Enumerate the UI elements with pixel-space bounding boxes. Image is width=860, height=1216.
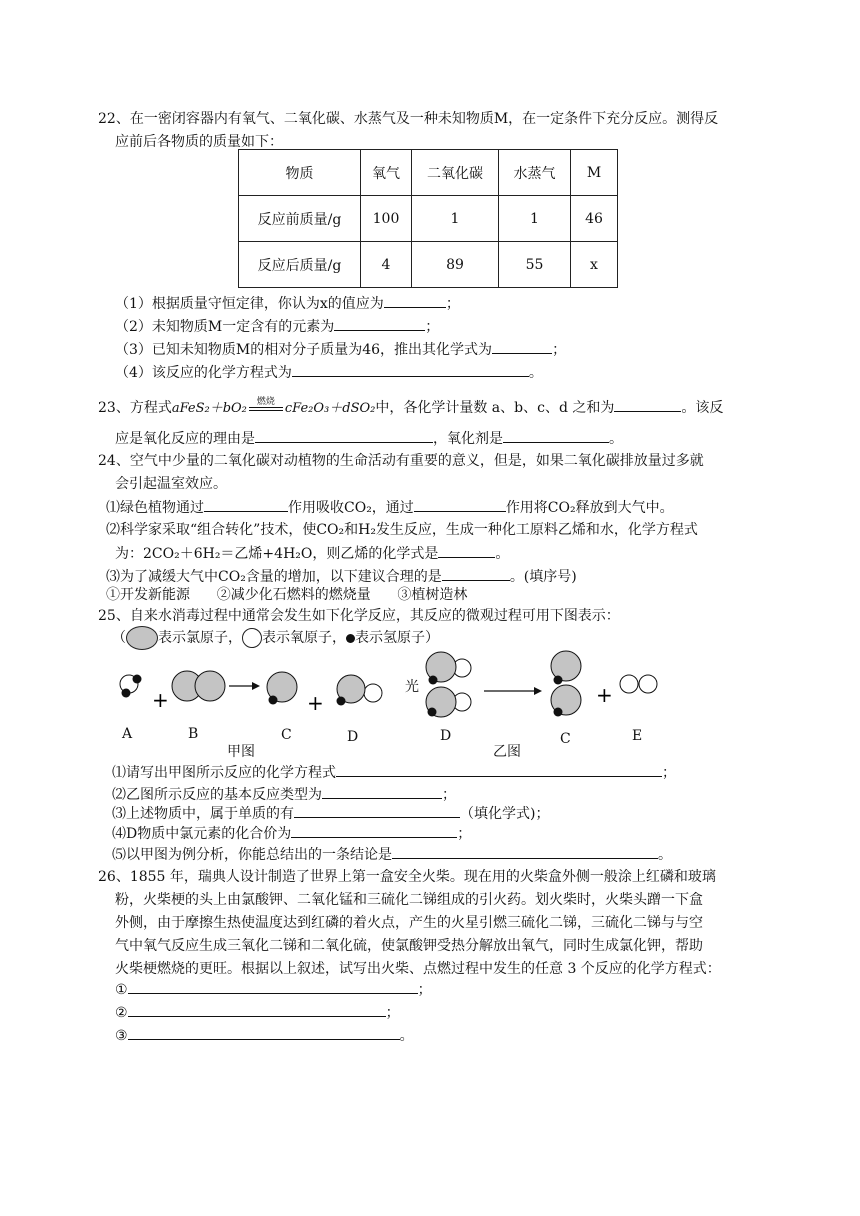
answer-blank[interactable] <box>438 543 495 558</box>
q22-sub3 <box>115 339 566 360</box>
punct: ； <box>552 342 567 358</box>
q22-sub2 <box>115 316 439 337</box>
answer-number: ③ <box>115 1028 128 1044</box>
q22-line1: 22、在一密闭容器内有氧气、二氧化碳、水蒸气及一种未知物质M，在一定条件下充分反应。测得反 <box>98 111 719 127</box>
q24-line2: 会引起温室效应。 <box>115 476 227 492</box>
q22-sub1 <box>115 293 460 314</box>
q23-line2a: 应是氧化反应的理由是 <box>115 431 255 447</box>
q23-mid: 中，各化学计量数 a、b、c、d 之和为 <box>375 400 615 416</box>
q23-line2b: ，氧化剂是 <box>433 431 503 447</box>
q25-s5 <box>112 844 672 865</box>
plus-sign: + <box>307 691 324 715</box>
answer-blank[interactable] <box>392 844 658 859</box>
chlorine-atom-icon <box>126 626 158 650</box>
molecule-a <box>120 675 142 698</box>
table-cell: x <box>571 242 618 288</box>
legend-open: （ <box>112 630 126 646</box>
punct: 。 <box>658 847 672 863</box>
answer-number: ① <box>115 982 128 998</box>
molecule-c <box>267 672 297 705</box>
plus-sign: + <box>152 688 169 712</box>
q24-s3b: 。(填序号) <box>509 569 577 585</box>
punct: ； <box>442 787 456 803</box>
punct: ； <box>445 296 460 312</box>
table-cell: 1 <box>412 196 499 242</box>
answer-blank[interactable] <box>384 293 446 308</box>
caption-jia: 甲图 <box>227 744 255 760</box>
table-header: M <box>571 150 618 196</box>
answer-blank[interactable] <box>503 428 609 443</box>
q26-line3: 外侧，由于摩擦生热使温度达到红磷的着火点，产生的火星引燃三硫化二锑，三硫化二锑与与空 <box>115 915 703 931</box>
table-cell: 4 <box>361 242 412 288</box>
plus-sign: + <box>596 683 613 707</box>
table-header: 物质 <box>239 150 361 196</box>
q24-s2a: ⑵科学家采取“组合转化”技术，使CO₂和H₂发生反应，生成一种化工原料乙烯和水，化学方程式 <box>106 522 698 538</box>
answer-blank[interactable] <box>128 979 418 994</box>
q24-s2b <box>115 543 509 564</box>
equals-line <box>249 407 283 408</box>
q24-s2b-text: 为：2CO₂＋6H₂＝乙烯+4H₂O，则乙烯的化学式是 <box>115 546 439 562</box>
molecule-d-bottom <box>426 687 471 717</box>
answer-blank[interactable] <box>492 339 552 354</box>
q23-line2 <box>115 428 623 449</box>
table-cell: 1 <box>499 196 571 242</box>
q26-line1: 26、1855 年，瑞典人设计制造了世界上第一盒安全火柴。现在用的火柴盒外侧一般涂上红磷和玻璃 <box>98 869 716 885</box>
molecule-c-top <box>551 651 581 685</box>
caption-yi: 乙图 <box>493 744 521 760</box>
q24-s1c: 作用将CO₂释放到大气中。 <box>505 500 674 516</box>
q25-s2-text: ⑵乙图所示反应的基本反应类型为 <box>112 787 322 803</box>
oxygen-atom-icon <box>242 628 262 648</box>
arrow-head <box>534 687 542 695</box>
punct: 。 <box>495 546 510 562</box>
q22-line2: 应前后各物质的质量如下： <box>115 134 283 150</box>
equation-products: cFe₂O₃＋dSO₂ <box>284 401 376 416</box>
answer-blank[interactable] <box>292 362 529 377</box>
label-c2: C <box>560 731 571 747</box>
q23-line2c: 。 <box>609 431 623 447</box>
punct: ； <box>457 826 472 842</box>
table-cell: 89 <box>412 242 499 288</box>
q25-s4 <box>112 823 471 844</box>
table-header: 水蒸气 <box>499 150 571 196</box>
q24-s1b: 作用吸收CO₂，通过 <box>288 500 414 516</box>
mass-table <box>238 149 618 288</box>
answer-blank[interactable] <box>336 762 662 777</box>
table-cell: 46 <box>571 196 618 242</box>
arrow-head <box>252 682 260 690</box>
equals-line <box>249 410 283 411</box>
hydrogen-atom-icon <box>346 634 355 643</box>
answer-blank[interactable] <box>334 316 425 331</box>
equation-reactants: aFeS₂＋bO₂ <box>171 401 247 416</box>
molecule-e <box>620 675 657 693</box>
label-d2: D <box>440 728 452 744</box>
answer-blank[interactable] <box>442 566 510 581</box>
legend-cl: 表示氯原子， <box>158 630 242 646</box>
answer-blank[interactable] <box>128 1025 400 1040</box>
punct: ； <box>417 982 432 998</box>
arrow-label: 光 <box>405 679 419 695</box>
q22-sub4-text: （4）该反应的化学方程式为 <box>115 365 292 381</box>
punct: ； <box>425 319 440 335</box>
q25-s2 <box>112 784 456 805</box>
answer-number: ② <box>115 1005 128 1021</box>
answer-blank[interactable] <box>128 1002 386 1017</box>
legend-h: 表示氢原子） <box>355 630 439 646</box>
answer-blank[interactable] <box>322 784 442 799</box>
reaction-diagrams <box>100 650 700 760</box>
table-cell: 100 <box>361 196 412 242</box>
q26-line4: 气中氧气反应生成三氧化二锑和二氧化硫，使氯酸钾受热分解放出氧气，同时生成氯化钾，帮助 <box>115 938 703 954</box>
label-e: E <box>632 728 643 744</box>
punct: 。 <box>399 1028 414 1044</box>
molecule-d-top <box>426 652 471 685</box>
molecule-b <box>172 671 225 701</box>
table-cell: 55 <box>499 242 571 288</box>
punct: （填化学式)； <box>460 806 550 822</box>
table-row <box>239 242 618 288</box>
table-header: 氧气 <box>361 150 412 196</box>
q24-s3 <box>106 566 577 587</box>
q26-line2: 粉，火柴梗的头上由氯酸钾、二氧化锰和三硫化二锑组成的引火药。划火柴时，火柴头蹭一下盒 <box>115 892 703 908</box>
q25-legend <box>112 626 439 650</box>
q24-s3a: ⑶为了减缓大气中CO₂含量的增加，以下建议合理的是 <box>106 569 442 585</box>
legend-o: 表示氧原子， <box>262 630 346 646</box>
q25-s3 <box>112 803 549 824</box>
punct: ； <box>662 765 676 781</box>
table-header: 二氧化碳 <box>412 150 499 196</box>
q24-s1a: ⑴绿色植物通过 <box>106 500 204 516</box>
label-b: B <box>188 726 199 742</box>
answer-blank[interactable] <box>614 397 681 412</box>
q26-a1 <box>115 979 432 1000</box>
q25-s4-text: ⑷D物质中氯元素的化合价为 <box>112 826 292 842</box>
q25-s1 <box>112 762 676 783</box>
molecule-c-bottom <box>551 685 581 717</box>
table-cell: 反应前质量/g <box>239 196 361 242</box>
q23-end1: 。该反 <box>681 400 724 416</box>
condition-label: 燃烧 <box>256 397 275 407</box>
q25-line1: 25、自来水消毒过程中通常会发生如下化学反应，其反应的微观过程可用下图表示： <box>98 608 620 624</box>
q25-s3-text: ⑶上述物质中，属于单质的有 <box>112 806 294 822</box>
q24-line1: 24、空气中少量的二氧化碳对动植物的生命活动有重要的意义，但是，如果二氧化碳排放量过多就 <box>98 453 704 469</box>
q24-s1 <box>106 497 674 518</box>
punct: ； <box>385 1005 400 1021</box>
q24-options: ①开发新能源 ②减少化石燃料的燃烧量 ③植树造林 <box>106 587 468 603</box>
q22-sub3-text: （3）已知未知物质M的相对分子质量为46，推出其化学式为 <box>115 342 493 358</box>
q23-line1 <box>98 397 723 419</box>
molecule-d <box>337 675 383 706</box>
table-row <box>239 196 618 242</box>
answer-blank[interactable] <box>255 428 433 443</box>
label-a: A <box>122 726 133 742</box>
answer-blank[interactable] <box>291 823 457 838</box>
q25-s1-text: ⑴请写出甲图所示反应的化学方程式 <box>112 765 336 781</box>
label-c: C <box>281 727 292 743</box>
label-d: D <box>347 729 359 745</box>
q23-prefix: 23、方程式 <box>98 400 172 416</box>
q25-s5-text: ⑸以甲图为例分析，你能总结出的一条结论是 <box>112 847 392 863</box>
q26-a2 <box>115 1002 400 1023</box>
q22-sub2-text: （2）未知物质M一定含有的元素为 <box>115 319 335 335</box>
q22-sub4 <box>115 362 543 383</box>
answer-blank[interactable] <box>294 803 460 818</box>
q26-line5: 火柴梗燃烧的更旺。根据以上叙述，试写出火柴、点燃过程中发生的任意 3 个反应的化学方程式： <box>115 961 721 977</box>
table-cell: 反应后质量/g <box>239 242 361 288</box>
q22-sub1-text: （1）根据质量守恒定律，你认为x的值应为 <box>115 296 384 312</box>
reaction-arrow <box>247 397 285 416</box>
answer-blank[interactable] <box>414 497 506 512</box>
q26-a3 <box>115 1025 414 1046</box>
answer-blank[interactable] <box>204 497 288 512</box>
punct: 。 <box>528 365 543 381</box>
